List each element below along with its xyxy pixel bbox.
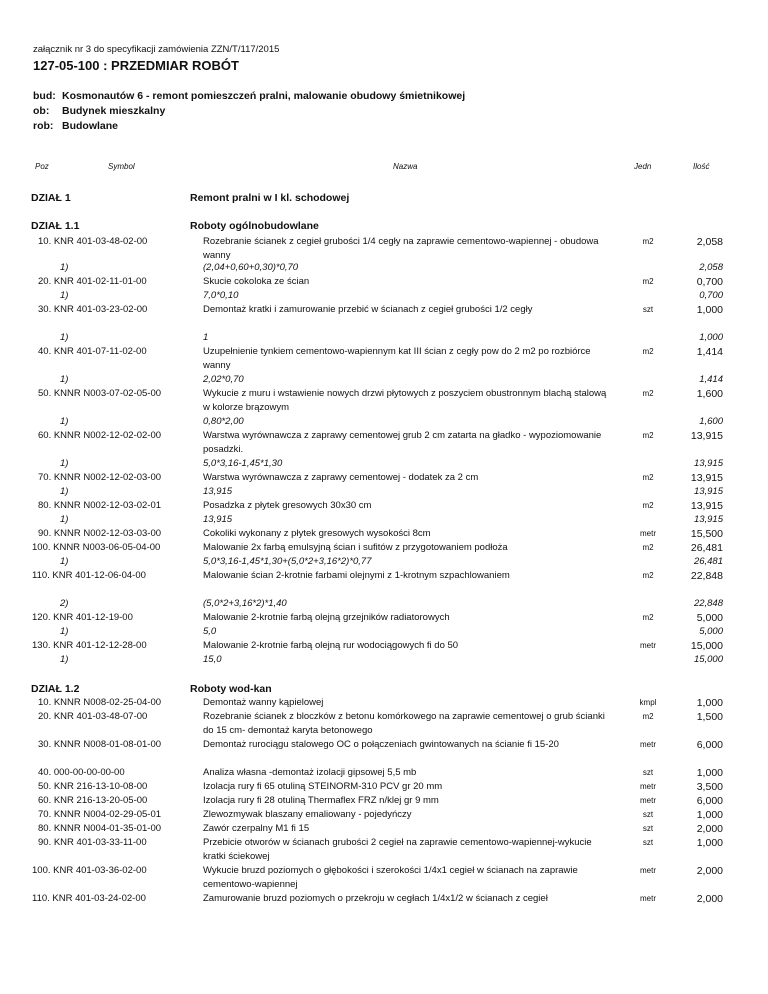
item-description: Rozebranie ścianek z cegieł grubości 1/4 cegły na zaprawie cementowo-wapiennej - obudowa wanny bbox=[203, 236, 599, 261]
calc-formula: 1 bbox=[203, 332, 209, 343]
section-title: Roboty wod-kan bbox=[190, 683, 272, 695]
unit: szt bbox=[642, 768, 654, 777]
item-description: Uzupełnienie tynkiem cementowo-wapiennym kat III ścian z cegły pow do 2 m2 po rozbiórce wanny bbox=[203, 346, 591, 371]
calc-result: 13,915 bbox=[693, 514, 723, 525]
unit: m2 bbox=[642, 712, 654, 721]
item-description: Wykucie z muru i wstawienie nowych drzwi płytowych z poszyciem obustronnym blachą stalową w kolorze brązowym bbox=[203, 388, 607, 413]
item-description: Przebicie otworów w ścianach grubości 2 cegieł na zaprawie cementowo-wapiennej-wykucie kratki ściekowej bbox=[203, 837, 592, 862]
item-description: Malowanie 2x farbą emulsyjną ścian i sufitów z przygotowaniem podłoża bbox=[203, 542, 508, 553]
position-symbol: 130. KNR 401-12-12-28-00 bbox=[32, 640, 147, 651]
unit: szt bbox=[642, 810, 654, 819]
calc-result: 0,700 bbox=[699, 290, 723, 301]
quantity: 1,000 bbox=[696, 697, 723, 709]
column-header-jedn: Jedn bbox=[634, 162, 652, 171]
item-description: Malowanie 2-krotnie farbą olejną rur wodociągowych fi do 50 bbox=[203, 640, 459, 651]
document-title: 127-05-100 : PRZEDMIAR ROBÓT bbox=[33, 58, 239, 73]
unit: m2 bbox=[642, 543, 654, 552]
unit: m2 bbox=[642, 613, 654, 622]
calc-formula: (2,04+0,60+0,30)*0,70 bbox=[203, 262, 299, 273]
position-symbol: 40. 000-00-00-00-00 bbox=[38, 767, 125, 778]
unit: metr bbox=[640, 740, 656, 749]
item-description: Malowanie ścian 2-krotnie farbami olejnymi z 1-krotnym szpachlowaniem bbox=[203, 570, 510, 581]
calc-marker: 1) bbox=[60, 374, 69, 385]
item-description: Analiza własna -demontaż izolacji gipsowej 5,5 mb bbox=[203, 767, 417, 778]
unit: m2 bbox=[642, 347, 654, 356]
position-symbol: 100. KNNR N003-06-05-04-00 bbox=[32, 542, 161, 553]
calc-result: 22,848 bbox=[693, 598, 723, 609]
position-symbol: 50. KNR 216-13-10-08-00 bbox=[38, 781, 148, 792]
attachment-note: załącznik nr 3 do specyfikacji zamówienia ZZN/T/117/2015 bbox=[33, 44, 280, 55]
calc-marker: 1) bbox=[60, 486, 69, 497]
position-symbol: 110. KNR 401-12-06-04-00 bbox=[32, 570, 146, 581]
calc-result: 13,915 bbox=[693, 486, 723, 497]
calc-formula: 5,0*3,16-1,45*1,30+(5,0*2+3,16*2)*0,77 bbox=[203, 556, 372, 567]
quantity: 15,000 bbox=[690, 640, 723, 652]
quantity: 1,000 bbox=[696, 837, 723, 849]
position-symbol: 70. KNNR N004-02-29-05-01 bbox=[38, 809, 162, 820]
calc-formula: (5,0*2+3,16*2)*1,40 bbox=[203, 598, 287, 609]
quantity: 1,600 bbox=[696, 388, 723, 400]
position-symbol: 100. KNR 401-03-36-02-00 bbox=[32, 865, 147, 876]
position-symbol: 90. KNNR N002-12-03-03-00 bbox=[38, 528, 162, 539]
ob-value: Budynek mieszkalny bbox=[62, 105, 166, 117]
quantity: 26,481 bbox=[690, 542, 723, 554]
position-symbol: 20. KNR 401-03-48-07-00 bbox=[38, 711, 148, 722]
position-symbol: 20. KNR 401-02-11-01-00 bbox=[38, 276, 147, 287]
calc-marker: 1) bbox=[60, 332, 69, 343]
rob-label: rob: bbox=[33, 120, 54, 132]
section-title: Roboty ogólnobudowlane bbox=[190, 220, 319, 232]
item-description: Izolacja rury fi 65 otuliną STEINORM-310 PCV gr 20 mm bbox=[203, 781, 443, 792]
position-symbol: 110. KNR 401-03-24-02-00 bbox=[32, 893, 146, 904]
item-description: Zamurowanie bruzd poziomych o przekroju w cegłach 1/4x1/2 w ścianach z cegieł bbox=[203, 893, 548, 904]
position-symbol: 80. KNNR N004-01-35-01-00 bbox=[38, 823, 162, 834]
position-symbol: 40. KNR 401-07-11-02-00 bbox=[38, 346, 147, 357]
calc-formula: 5,0*3,16-1,45*1,30 bbox=[203, 458, 283, 469]
item-description: Warstwa wyrównawcza z zaprawy cementowej grub 2 cm zatarta na gładko - wypoziomowanie posadzki. bbox=[203, 430, 602, 455]
unit: metr bbox=[640, 641, 656, 650]
section-label: DZIAŁ 1 bbox=[31, 192, 71, 204]
quantity: 5,000 bbox=[696, 612, 723, 624]
section-label: DZIAŁ 1.2 bbox=[31, 683, 80, 695]
quantity: 1,000 bbox=[696, 767, 723, 779]
calc-marker: 1) bbox=[60, 458, 69, 469]
position-symbol: 10. KNNR N008-02-25-04-00 bbox=[38, 697, 162, 708]
calc-formula: 5,0 bbox=[203, 626, 217, 637]
unit: m2 bbox=[642, 237, 654, 246]
item-description: Demontaż rurociągu stalowego OC o połączeniach gwintowanych na ścianie fi 15-20 bbox=[203, 739, 559, 750]
calc-result: 26,481 bbox=[693, 556, 723, 567]
unit: szt bbox=[642, 305, 654, 314]
calc-formula: 2,02*0,70 bbox=[203, 374, 244, 385]
calc-formula: 7,0*0,10 bbox=[203, 290, 239, 301]
calc-formula: 13,915 bbox=[203, 514, 233, 525]
bud-label: bud: bbox=[33, 90, 56, 102]
unit: m2 bbox=[642, 571, 654, 580]
item-description: Cokoliki wykonany z płytek gresowych wysokości 8cm bbox=[203, 528, 431, 539]
quantity: 13,915 bbox=[690, 500, 723, 512]
section-title: Remont pralni w I kl. schodowej bbox=[190, 192, 350, 204]
item-description: Warstwa wyrównawcza z zaprawy cementowej - dodatek za 2 cm bbox=[203, 472, 479, 483]
calc-marker: 1) bbox=[60, 416, 69, 427]
column-header-poz: Poz bbox=[35, 162, 49, 171]
calc-result: 1,600 bbox=[699, 416, 723, 427]
calc-result: 15,000 bbox=[693, 654, 723, 665]
quantity: 1,500 bbox=[696, 711, 723, 723]
item-description: Demontaż wanny kąpielowej bbox=[203, 697, 324, 708]
quantity: 2,000 bbox=[696, 893, 723, 905]
item-description: Rozebranie ścianek z bloczków z betonu komórkowego na zaprawie cementowej o grub ścianki do 15 cm- demontaż karyta betonowego bbox=[203, 711, 605, 736]
unit: m2 bbox=[642, 431, 654, 440]
unit: m2 bbox=[642, 277, 654, 286]
unit: m2 bbox=[642, 501, 654, 510]
calc-marker: 1) bbox=[60, 290, 69, 301]
position-symbol: 70. KNNR N002-12-02-03-00 bbox=[38, 472, 162, 483]
quantity: 22,848 bbox=[690, 570, 723, 582]
column-header-ilosc: Ilość bbox=[693, 162, 710, 171]
position-symbol: 90. KNR 401-03-33-11-00 bbox=[38, 837, 147, 848]
calc-result: 1,000 bbox=[699, 332, 723, 343]
item-description: Skucie cokoloka ze ścian bbox=[203, 276, 310, 287]
calc-marker: 1) bbox=[60, 626, 69, 637]
position-symbol: 120. KNR 401-12-19-00 bbox=[32, 612, 133, 623]
unit: m2 bbox=[642, 389, 654, 398]
item-description: Izolacja rury fi 28 otuliną Thermaflex FRZ n/klej gr 9 mm bbox=[203, 795, 439, 806]
quantity: 1,000 bbox=[696, 809, 723, 821]
calc-result: 1,414 bbox=[699, 374, 723, 385]
bud-value: Kosmonautów 6 - remont pomieszczeń pralni, malowanie obudowy śmietnikowej bbox=[62, 90, 466, 102]
column-header-symbol: Symbol bbox=[108, 162, 135, 171]
column-header-nazwa: Nazwa bbox=[393, 162, 418, 171]
position-symbol: 30. KNNR N008-01-08-01-00 bbox=[38, 739, 162, 750]
quantity: 3,500 bbox=[696, 781, 723, 793]
unit: metr bbox=[640, 866, 656, 875]
ob-label: ob: bbox=[33, 105, 50, 117]
calc-result: 2,058 bbox=[699, 262, 723, 273]
quantity: 2,000 bbox=[696, 823, 723, 835]
rob-value: Budowlane bbox=[62, 120, 119, 132]
quantity: 2,058 bbox=[696, 236, 723, 248]
unit: szt bbox=[642, 824, 654, 833]
unit: szt bbox=[642, 838, 654, 847]
item-description: Zlewozmywak blaszany emaliowany - pojedyńczy bbox=[203, 809, 412, 820]
item-description: Demontaż kratki i zamurowanie przebić w ścianach z cegieł grubości 1/2 cegły bbox=[203, 304, 533, 315]
position-symbol: 60. KNNR N002-12-02-02-00 bbox=[38, 430, 162, 441]
item-description: Wykucie bruzd poziomych o głębokości i szerokości 1/4x1 cegieł w ścianach na zaprawie cementowo-wapiennej bbox=[203, 865, 578, 890]
quantity: 13,915 bbox=[690, 430, 723, 442]
quantity: 6,000 bbox=[696, 739, 723, 751]
quantity: 1,000 bbox=[696, 304, 723, 316]
calc-marker: 1) bbox=[60, 262, 69, 273]
calc-marker: 1) bbox=[60, 654, 69, 665]
quantity: 15,500 bbox=[690, 528, 723, 540]
calc-marker: 1) bbox=[60, 556, 69, 567]
position-symbol: 50. KNNR N003-07-02-05-00 bbox=[38, 388, 162, 399]
item-description: Malowanie 2-krotnie farbą olejną grzejników radiatorowych bbox=[203, 612, 450, 623]
unit: metr bbox=[640, 782, 656, 791]
unit: metr bbox=[640, 796, 656, 805]
position-symbol: 80. KNNR N002-12-03-02-01 bbox=[38, 500, 162, 511]
quantity: 0,700 bbox=[696, 276, 723, 288]
quantity: 13,915 bbox=[690, 472, 723, 484]
quantity: 2,000 bbox=[696, 865, 723, 877]
position-symbol: 10. KNR 401-03-48-02-00 bbox=[38, 236, 148, 247]
quantity: 1,414 bbox=[696, 346, 723, 358]
item-description: Posadzka z płytek gresowych 30x30 cm bbox=[203, 500, 372, 511]
calc-formula: 13,915 bbox=[203, 486, 233, 497]
calc-marker: 2) bbox=[60, 598, 69, 609]
unit: kmpl bbox=[639, 698, 657, 707]
item-description: Zawór czerpalny M1 fi 15 bbox=[203, 823, 310, 834]
position-symbol: 30. KNR 401-03-23-02-00 bbox=[38, 304, 148, 315]
quantity: 6,000 bbox=[696, 795, 723, 807]
unit: metr bbox=[640, 529, 656, 538]
unit: m2 bbox=[642, 473, 654, 482]
calc-formula: 15,0 bbox=[203, 654, 222, 665]
calc-formula: 0,80*2,00 bbox=[203, 416, 244, 427]
position-symbol: 60. KNR 216-13-20-05-00 bbox=[38, 795, 148, 806]
section-label: DZIAŁ 1.1 bbox=[31, 220, 80, 232]
calc-result: 13,915 bbox=[693, 458, 723, 469]
calc-result: 5,000 bbox=[699, 626, 723, 637]
unit: metr bbox=[640, 894, 656, 903]
calc-marker: 1) bbox=[60, 514, 69, 525]
